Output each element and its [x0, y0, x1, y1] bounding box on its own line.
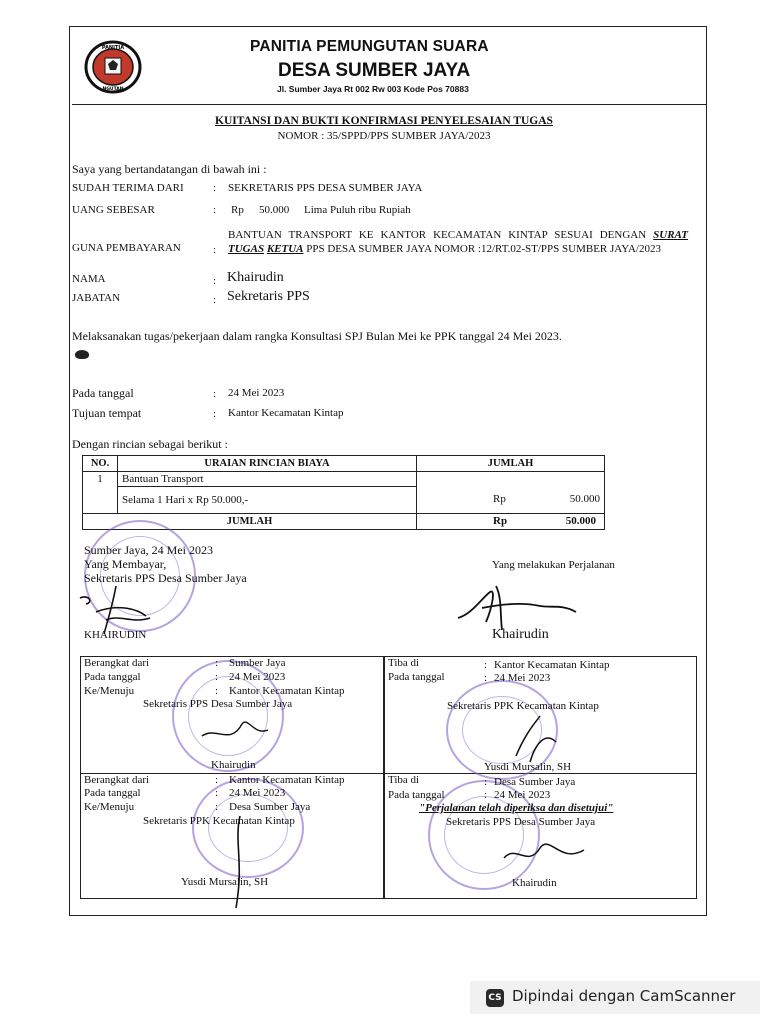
row-item: Bantuan Transport [118, 472, 417, 487]
b1-to: Kantor Kecamatan Kintap [229, 685, 345, 697]
b1-berangkat-label: Berangkat dari [84, 657, 150, 669]
uang-words: Lima Puluh ribu Rupiah [304, 204, 411, 216]
uang-label: UANG SEBESAR [72, 204, 155, 216]
traveler-label: Yang melakukan Perjalanan [492, 559, 615, 571]
b4-approval-note: "Perjalanan telah diperiksa dan disetujui" [419, 802, 614, 814]
pada-tanggal-label: Pada tanggal [72, 386, 134, 400]
document-title: KUITANSI DAN BUKTI KONFIRMASI PENYELESAIAN TUGAS [215, 115, 553, 127]
total-label: JUMLAH [83, 513, 417, 529]
b1-ke-label: Ke/Menuju [84, 685, 135, 697]
b1-signature-icon [196, 706, 276, 764]
b2-title: Sekretaris PPK Kecamatan Kintap [447, 700, 599, 712]
b4-signature-icon [500, 828, 590, 878]
table-row [83, 472, 605, 487]
b2-pada-label: Pada tanggal [388, 671, 445, 683]
payer-title: Sekretaris PPS Desa Sumber Jaya [84, 571, 247, 585]
guna-value [228, 229, 688, 256]
b3-from: Kantor Kecamatan Kintap [229, 774, 345, 786]
tujuan-value: Kantor Kecamatan Kintap [228, 407, 344, 419]
tujuan-colon: : [213, 408, 217, 420]
rincian-intro: Dengan rincian sebagai berikut : [72, 437, 228, 451]
b3-colon: : [215, 801, 219, 813]
b1-from: Sumber Jaya [229, 657, 286, 669]
b1-colon: : [215, 685, 219, 697]
b3-name: Yusdi Mursalin, SH [181, 876, 269, 888]
uang-colon: : [213, 204, 217, 216]
org-name-line2: DESA SUMBER JAYA [278, 60, 471, 81]
guna-tugas: TUGAS [228, 242, 265, 255]
b1-colon: : [215, 657, 219, 669]
nama-label: NAMA [72, 273, 106, 285]
table-row [83, 487, 605, 514]
sudah-colon: : [213, 182, 217, 194]
intro-text: Saya yang bertandatangan di bawah ini : [72, 162, 267, 176]
task-statement: Melaksanakan tugas/pekerjaan dalam rangka Konsultasi SPJ Bulan Mei ke PPK tanggal 24 Mei 2023. [72, 329, 562, 343]
camscanner-badge [470, 981, 760, 1014]
b4-title: Sekretaris PPS Desa Sumber Jaya [446, 816, 596, 828]
row-rp: Rp [493, 492, 506, 505]
guna-label: GUNA PEMBAYARAN [72, 242, 181, 254]
nama-value: Khairudin [227, 270, 284, 285]
kpu-logo-icon [84, 40, 142, 94]
place-date: Sumber Jaya, 24 Mei 2023 [84, 543, 213, 557]
b1-colon: : [215, 671, 219, 683]
b1-pada-label: Pada tanggal [84, 671, 141, 683]
b2-to: Kantor Kecamatan Kintap [494, 659, 610, 671]
guna-surat: SURAT [653, 229, 689, 241]
b1-title: Sekretaris PPS Desa Sumber Jaya [143, 698, 293, 710]
guna-part1: BANTUAN TRANSPORT KE KANTOR KECAMATAN KINTAP SESUAI DENGAN [228, 229, 647, 241]
sudah-label: SUDAH TERIMA DARI [72, 182, 184, 194]
b2-date: 24 Mei 2023 [494, 672, 551, 684]
logo-bottom-text: NGUTAN [102, 87, 124, 92]
uang-rp: Rp [231, 204, 244, 216]
jabatan-colon: : [213, 294, 217, 306]
guna-colon: : [213, 244, 217, 256]
col-uraian: URAIAN RINCIAN BIAYA [118, 456, 417, 472]
cost-table [82, 455, 605, 530]
b4-colon: : [484, 776, 488, 788]
b2-name: Yusdi Mursalin, SH [484, 761, 572, 773]
row-no: 1 [83, 472, 118, 487]
org-name-line1: PANITIA PEMUNGUTAN SUARA [250, 38, 489, 55]
payer-label: Yang Membayar, [84, 557, 167, 571]
ink-blot-icon [75, 350, 89, 359]
b2-colon: : [484, 659, 488, 671]
b3-title: Sekretaris PPK Kecamatan Kintap [143, 815, 295, 827]
pada-colon: : [213, 388, 217, 400]
camscanner-text: Dipindai dengan CamScanner [512, 987, 736, 1005]
b3-colon: : [215, 787, 219, 799]
row-detail: Selama 1 Hari x Rp 50.000,- [118, 487, 417, 514]
pada-tanggal-value: 24 Mei 2023 [228, 387, 285, 399]
traveler-name: Khairudin [492, 627, 549, 642]
b4-to: Desa Sumber Jaya [494, 776, 576, 788]
payer-name: KHAIRUDIN [84, 629, 147, 641]
total-rp: Rp [493, 514, 508, 527]
logo-top-text: PANITIA [101, 45, 125, 51]
org-address: Jl. Sumber Jaya Rt 002 Rw 003 Kode Pos 70883 [277, 84, 469, 94]
b1-date: 24 Mei 2023 [229, 671, 286, 683]
tujuan-label: Tujuan tempat [72, 406, 142, 420]
sudah-value: SEKRETARIS PPS DESA SUMBER JAYA [228, 182, 423, 194]
b3-ke-label: Ke/Menuju [84, 801, 135, 813]
b1-name: Khairudin [211, 759, 256, 771]
row-amount: 50.000 [569, 492, 600, 505]
col-jumlah: JUMLAH [417, 456, 605, 472]
uang-amount: 50.000 [259, 204, 290, 216]
b3-signature-icon [220, 812, 260, 912]
b4-name: Khairudin [512, 877, 557, 889]
guna-ketua: KETUA [266, 242, 304, 255]
nama-colon: : [213, 275, 217, 287]
b4-colon: : [484, 789, 488, 801]
b2-colon: : [484, 672, 488, 684]
b2-signature-icon [506, 712, 566, 768]
b3-colon: : [215, 774, 219, 786]
col-no: NO. [83, 456, 118, 472]
jabatan-label: JABATAN [72, 292, 121, 304]
b3-pada-label: Pada tanggal [84, 787, 141, 799]
guna-part2: PPS DESA SUMBER JAYA NOMOR :12/RT.02-ST/PPS SUMBER JAYA/2023 [306, 242, 661, 255]
b4-tiba-label: Tiba di [388, 774, 420, 786]
total-amount: 50.000 [565, 514, 596, 527]
b4-date: 24 Mei 2023 [494, 789, 551, 801]
b4-pada-label: Pada tanggal [388, 789, 445, 801]
b2-tiba-label: Tiba di [388, 657, 420, 669]
document-number: NOMOR : 35/SPPD/PPS SUMBER JAYA/2023 [277, 130, 491, 142]
b3-to: Desa Sumber Jaya [229, 801, 311, 813]
header-divider [72, 104, 706, 105]
camscanner-icon: CS [486, 989, 504, 1007]
table-header-row [83, 456, 605, 472]
jabatan-value: Sekretaris PPS [227, 289, 310, 304]
b3-date: 24 Mei 2023 [229, 787, 286, 799]
b3-berangkat-label: Berangkat dari [84, 774, 150, 786]
